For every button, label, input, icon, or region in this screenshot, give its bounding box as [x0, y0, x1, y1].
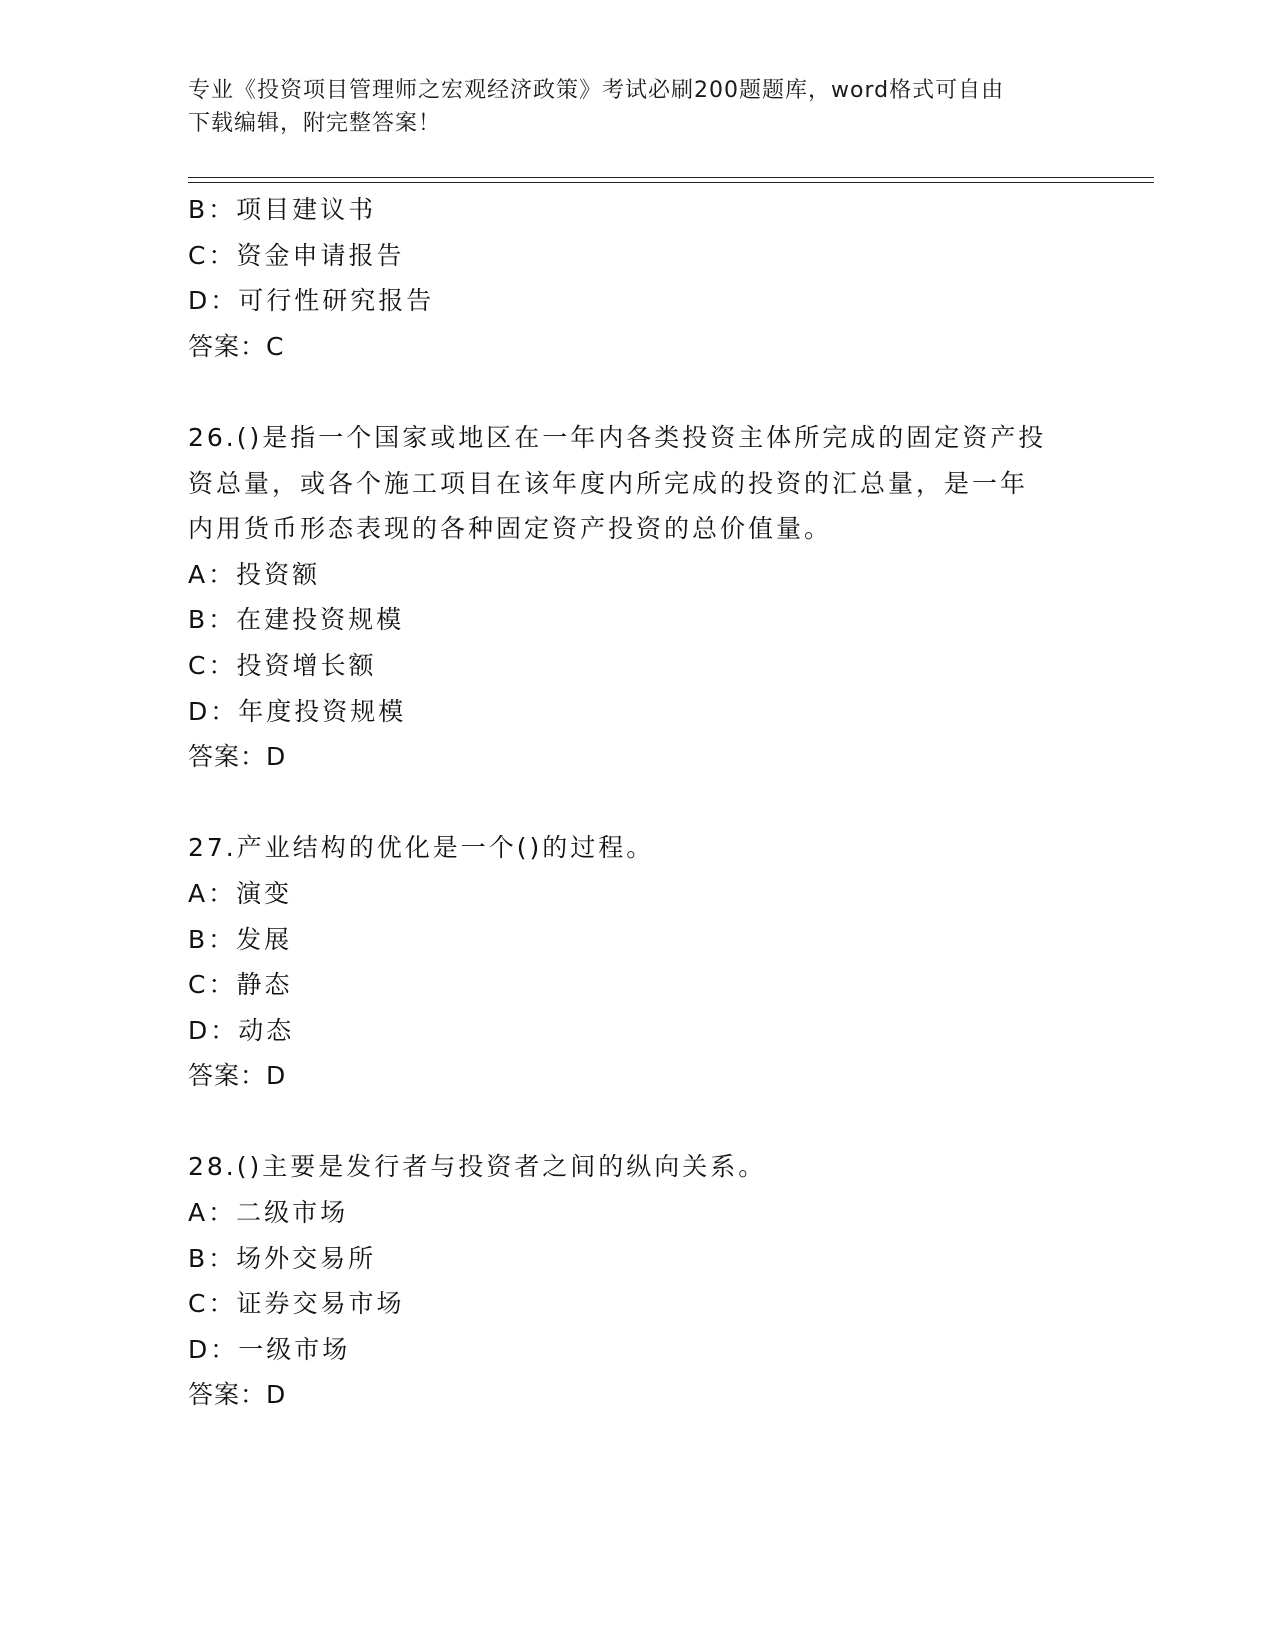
- option-a: [188, 552, 1088, 598]
- question-list: [188, 187, 1088, 1418]
- question-stem-line: 资总量，或各个施工项目在该年度内所完成的投资的汇总量，是一年: [188, 468, 1029, 498]
- option-letter: A：: [188, 559, 237, 589]
- option-d: [188, 278, 1088, 324]
- option-letter: D：: [188, 286, 239, 316]
- question-25-tail: [188, 187, 1088, 369]
- question-stem: 27.产业结构的优化是一个()的过程。: [188, 833, 655, 863]
- question-26: [188, 415, 1088, 780]
- document-header: [188, 74, 1078, 140]
- option-letter: B：: [188, 1243, 237, 1273]
- option-c: [188, 643, 1088, 689]
- question-27: [188, 825, 1088, 1099]
- option-c: [188, 233, 1088, 279]
- option-letter: B：: [188, 924, 237, 954]
- option-text: 场外交易所: [236, 1243, 377, 1273]
- option-a: [188, 1190, 1088, 1236]
- header-line-2: 下载编辑，附完整答案！: [188, 111, 442, 136]
- option-letter: B：: [188, 605, 237, 635]
- option-text: 项目建议书: [236, 195, 377, 224]
- option-letter: A：: [188, 1198, 237, 1228]
- header-divider-bottom: [188, 182, 1154, 183]
- option-text: 动态: [238, 1015, 295, 1045]
- option-d: [188, 1327, 1088, 1373]
- header-line-1: 专业《投资项目管理师之宏观经济政策》考试必刷200题题库，word格式可自由: [188, 78, 1005, 103]
- option-b: [188, 917, 1088, 963]
- option-text: 在建投资规模: [236, 605, 405, 635]
- option-b: [188, 1236, 1088, 1282]
- option-text: 投资增长额: [236, 650, 377, 680]
- option-text: 可行性研究报告: [238, 286, 435, 316]
- option-letter: D：: [188, 1334, 239, 1364]
- option-c: [188, 962, 1088, 1008]
- option-text: 发展: [236, 924, 293, 954]
- option-b: [188, 597, 1088, 643]
- option-b: [188, 187, 1088, 233]
- option-letter: C：: [188, 650, 237, 680]
- option-a: [188, 871, 1088, 917]
- question-stem-line: 26.()是指一个国家或地区在一年内各类投资主体所完成的固定资产投: [188, 422, 1047, 452]
- option-letter: D：: [188, 696, 239, 726]
- option-d: [188, 689, 1088, 735]
- question-stem: 28.()主要是发行者与投资者之间的纵向关系。: [188, 1152, 767, 1182]
- option-text: 证券交易市场: [236, 1289, 405, 1319]
- option-text: 演变: [236, 878, 293, 908]
- option-letter: C：: [188, 1289, 237, 1319]
- answer: 答案：C: [188, 331, 285, 361]
- option-text: 年度投资规模: [238, 696, 407, 726]
- option-text: 一级市场: [238, 1334, 351, 1364]
- answer: 答案：D: [188, 1380, 287, 1410]
- option-letter: A：: [188, 878, 237, 908]
- option-c: [188, 1281, 1088, 1327]
- option-letter: C：: [188, 240, 237, 270]
- question-stem-line: 内用货币形态表现的各种固定资产投资的总价值量。: [188, 514, 833, 544]
- option-text: 资金申请报告: [236, 240, 405, 270]
- option-text: 二级市场: [236, 1198, 349, 1228]
- option-letter: D：: [188, 1015, 239, 1045]
- header-divider-top: [188, 177, 1154, 178]
- option-text: 静态: [236, 970, 293, 1000]
- option-letter: B：: [188, 195, 237, 224]
- option-text: 投资额: [236, 559, 321, 589]
- answer: 答案：D: [188, 742, 287, 772]
- question-28: [188, 1144, 1088, 1418]
- option-d: [188, 1008, 1088, 1054]
- answer: 答案：D: [188, 1061, 287, 1091]
- option-letter: C：: [188, 970, 237, 1000]
